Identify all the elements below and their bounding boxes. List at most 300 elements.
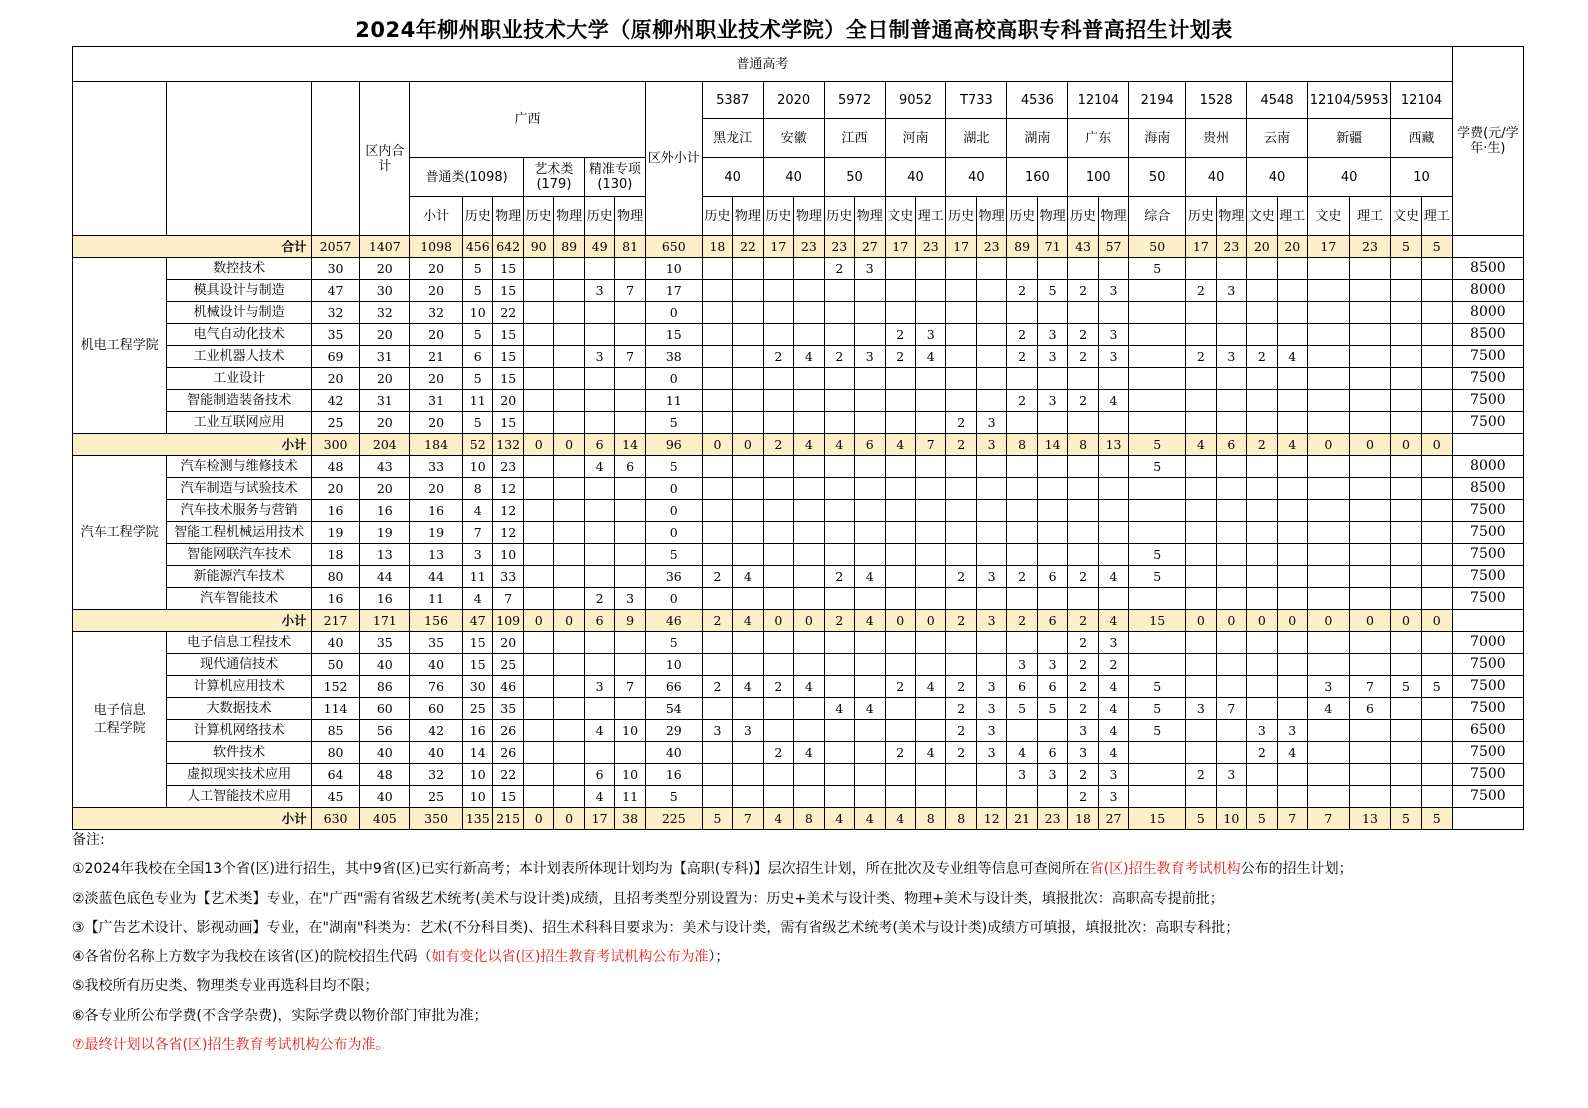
value-cell: [794, 368, 824, 390]
value-cell: 69: [311, 346, 360, 368]
value-cell: [1216, 654, 1246, 676]
value-cell: 5: [1421, 236, 1452, 258]
value-cell: 32: [410, 764, 463, 786]
value-cell: 60: [360, 698, 410, 720]
value-cell: 4: [763, 808, 793, 830]
value-cell: [885, 368, 915, 390]
value-cell: [1068, 588, 1098, 610]
value-cell: [1129, 654, 1186, 676]
value-cell: [1391, 588, 1421, 610]
value-cell: 16: [311, 588, 360, 610]
value-cell: [1421, 588, 1452, 610]
value-cell: 2: [1068, 676, 1098, 698]
value-cell: 7: [615, 280, 645, 302]
value-cell: [1308, 588, 1350, 610]
value-cell: 46: [493, 676, 523, 698]
value-cell: 2: [763, 346, 793, 368]
value-cell: 0: [523, 434, 553, 456]
value-cell: 4: [915, 676, 945, 698]
subject-header: 历史: [763, 197, 793, 236]
value-cell: 300: [311, 434, 360, 456]
value-cell: 26: [493, 742, 523, 764]
fee-value: 7500: [1452, 522, 1523, 544]
province-name: 云南: [1247, 119, 1308, 158]
table-row: [73, 412, 1524, 434]
value-cell: 6: [1037, 610, 1067, 632]
value-cell: [523, 258, 553, 280]
value-cell: 6: [584, 764, 614, 786]
value-cell: 7: [733, 808, 763, 830]
note-7: ⑦最终计划以各省(区)招生教育考试机构公布为准。: [72, 1037, 390, 1054]
value-cell: [1098, 456, 1128, 478]
value-cell: [1349, 324, 1391, 346]
value-cell: [1391, 522, 1421, 544]
table-row: [73, 720, 1524, 742]
value-cell: 10: [1216, 808, 1246, 830]
table-row: [73, 456, 1524, 478]
value-cell: 3: [1007, 764, 1037, 786]
value-cell: [1421, 632, 1452, 654]
fee-cell: [1452, 236, 1523, 258]
value-cell: 6: [1037, 742, 1067, 764]
value-cell: [1277, 500, 1307, 522]
value-cell: [702, 302, 732, 324]
value-cell: 4: [1098, 676, 1128, 698]
value-cell: [1308, 742, 1350, 764]
value-cell: 29: [645, 720, 702, 742]
value-cell: [855, 764, 885, 786]
value-cell: [1308, 544, 1350, 566]
value-cell: 2: [1068, 324, 1098, 346]
value-cell: [615, 742, 645, 764]
value-cell: 0: [1247, 610, 1277, 632]
value-cell: 0: [763, 610, 793, 632]
value-cell: [523, 368, 553, 390]
value-cell: 3: [733, 720, 763, 742]
note-4-text: ④各省份名称上方数字为我校在该省(区)的院校招生代码（: [72, 949, 432, 966]
value-cell: 57: [1098, 236, 1128, 258]
value-cell: [1186, 302, 1216, 324]
value-cell: 12: [493, 522, 523, 544]
value-cell: 5: [1391, 808, 1421, 830]
value-cell: [1349, 720, 1391, 742]
value-cell: [855, 720, 885, 742]
value-cell: [1216, 412, 1246, 434]
subject-header: 历史: [1007, 197, 1037, 236]
note-2: ②淡蓝色底色专业为【艺术类】专业，在"广西"需有省级艺术统考(美术与设计类)成绩，且招考类型分别设置为：历史+美术与设计类、物理+美术与设计类，填报批次：高职高专提前批；: [72, 890, 1224, 907]
value-cell: 71: [1037, 236, 1067, 258]
value-cell: 4: [1098, 742, 1128, 764]
value-cell: 19: [410, 522, 463, 544]
value-cell: 8: [1007, 434, 1037, 456]
value-cell: [1308, 302, 1350, 324]
subject-header: 历史: [702, 197, 732, 236]
value-cell: [584, 500, 614, 522]
value-cell: [1216, 390, 1246, 412]
value-cell: 0: [645, 368, 702, 390]
value-cell: [615, 368, 645, 390]
value-cell: [855, 302, 885, 324]
value-cell: [554, 302, 584, 324]
value-cell: [976, 522, 1006, 544]
value-cell: [733, 368, 763, 390]
major-name: 虚拟现实技术应用: [167, 764, 311, 786]
subject-header: 物理: [554, 197, 584, 236]
value-cell: 40: [645, 742, 702, 764]
note-1: [72, 855, 1532, 884]
value-cell: [584, 324, 614, 346]
fee-value: 8500: [1452, 324, 1523, 346]
college-name: [73, 632, 167, 808]
value-cell: 4: [794, 742, 824, 764]
major-name: 计算机应用技术: [167, 676, 311, 698]
value-cell: 30: [311, 258, 360, 280]
value-cell: 36: [645, 566, 702, 588]
value-cell: [1277, 412, 1307, 434]
value-cell: 2: [1068, 346, 1098, 368]
major-name: 汽车检测与维修技术: [167, 456, 311, 478]
value-cell: [733, 654, 763, 676]
quwai-subtotal-header: 区外小计: [645, 82, 702, 236]
value-cell: 25: [463, 698, 493, 720]
value-cell: 156: [410, 610, 463, 632]
value-cell: [946, 500, 976, 522]
value-cell: [1277, 324, 1307, 346]
table-row: [73, 302, 1524, 324]
major-name: 汽车技术服务与营销: [167, 500, 311, 522]
value-cell: [1007, 478, 1037, 500]
value-cell: 20: [410, 412, 463, 434]
subject-header: 物理: [855, 197, 885, 236]
value-cell: [1277, 302, 1307, 324]
value-cell: 5: [1421, 808, 1452, 830]
value-cell: [885, 764, 915, 786]
value-cell: [855, 280, 885, 302]
value-cell: [855, 324, 885, 346]
value-cell: 54: [645, 698, 702, 720]
subject-header: 物理: [1216, 197, 1246, 236]
major-name: 智能工程机械运用技术: [167, 522, 311, 544]
value-cell: [763, 258, 793, 280]
row-label: 合计: [73, 236, 312, 258]
value-cell: [855, 676, 885, 698]
value-cell: 0: [1421, 434, 1452, 456]
value-cell: [1277, 368, 1307, 390]
value-cell: [1421, 390, 1452, 412]
value-cell: [523, 654, 553, 676]
value-cell: 2: [885, 346, 915, 368]
value-cell: 11: [645, 390, 702, 412]
value-cell: 0: [645, 588, 702, 610]
value-cell: 22: [733, 236, 763, 258]
value-cell: 4: [855, 698, 885, 720]
fee-cell: [1452, 434, 1523, 456]
value-cell: 217: [311, 610, 360, 632]
value-cell: 2: [702, 676, 732, 698]
value-cell: [1308, 346, 1350, 368]
value-cell: 4: [824, 698, 854, 720]
fee-value: 8000: [1452, 456, 1523, 478]
value-cell: 89: [554, 236, 584, 258]
value-cell: 5: [1247, 808, 1277, 830]
value-cell: 3: [702, 720, 732, 742]
value-cell: 2: [1007, 390, 1037, 412]
value-cell: [523, 566, 553, 588]
value-cell: [915, 478, 945, 500]
value-cell: [1421, 324, 1452, 346]
major-name: 模具设计与制造: [167, 280, 311, 302]
value-cell: [1349, 544, 1391, 566]
value-cell: [946, 478, 976, 500]
value-cell: [1186, 412, 1216, 434]
value-cell: 15: [493, 258, 523, 280]
value-cell: 7: [615, 346, 645, 368]
value-cell: [733, 280, 763, 302]
value-cell: [763, 390, 793, 412]
value-cell: [763, 588, 793, 610]
value-cell: 6: [855, 434, 885, 456]
value-cell: 7: [1349, 676, 1391, 698]
value-cell: [915, 544, 945, 566]
value-cell: [794, 698, 824, 720]
value-cell: [1216, 566, 1246, 588]
value-cell: 171: [360, 610, 410, 632]
value-cell: 23: [1037, 808, 1067, 830]
value-cell: [1216, 500, 1246, 522]
table-row: [73, 390, 1524, 412]
province-code: 12104/5953: [1308, 82, 1391, 119]
fee-value: 7500: [1452, 566, 1523, 588]
value-cell: [523, 742, 553, 764]
value-cell: [824, 302, 854, 324]
value-cell: [1186, 390, 1216, 412]
value-cell: 25: [311, 412, 360, 434]
value-cell: [1391, 302, 1421, 324]
value-cell: [763, 654, 793, 676]
subject-header: 文史: [885, 197, 915, 236]
value-cell: [855, 390, 885, 412]
value-cell: 5: [645, 412, 702, 434]
value-cell: 52: [463, 434, 493, 456]
value-cell: [915, 786, 945, 808]
value-cell: [1277, 456, 1307, 478]
value-cell: 5: [702, 808, 732, 830]
value-cell: [1391, 368, 1421, 390]
value-cell: [855, 654, 885, 676]
value-cell: [1349, 786, 1391, 808]
value-cell: [885, 786, 915, 808]
value-cell: [1308, 632, 1350, 654]
value-cell: [1129, 632, 1186, 654]
value-cell: [885, 500, 915, 522]
value-cell: 0: [915, 610, 945, 632]
value-cell: [702, 346, 732, 368]
value-cell: [1007, 258, 1037, 280]
value-cell: 5: [1421, 676, 1452, 698]
value-cell: [946, 302, 976, 324]
value-cell: [702, 368, 732, 390]
value-cell: [1216, 786, 1246, 808]
major-name: 软件技术: [167, 742, 311, 764]
value-cell: [702, 786, 732, 808]
fee-value: 8000: [1452, 280, 1523, 302]
value-cell: [976, 544, 1006, 566]
province-name: 湖南: [1007, 119, 1068, 158]
value-cell: [733, 324, 763, 346]
value-cell: [1007, 632, 1037, 654]
value-cell: [824, 522, 854, 544]
province-name: 新疆: [1308, 119, 1391, 158]
value-cell: [523, 764, 553, 786]
value-cell: 30: [360, 280, 410, 302]
value-cell: 4: [463, 588, 493, 610]
fee-value: 7500: [1452, 786, 1523, 808]
value-cell: 16: [410, 500, 463, 522]
value-cell: 3: [1037, 764, 1067, 786]
value-cell: [584, 698, 614, 720]
value-cell: [1247, 698, 1277, 720]
value-cell: 50: [1129, 236, 1186, 258]
value-cell: [976, 478, 1006, 500]
value-cell: [855, 522, 885, 544]
value-cell: [824, 280, 854, 302]
value-cell: [1421, 280, 1452, 302]
value-cell: 15: [1129, 808, 1186, 830]
value-cell: [733, 412, 763, 434]
value-cell: 642: [493, 236, 523, 258]
value-cell: [1277, 786, 1307, 808]
subject-header: 物理: [1098, 197, 1128, 236]
value-cell: 12: [493, 500, 523, 522]
value-cell: 38: [645, 346, 702, 368]
value-cell: 4: [1098, 720, 1128, 742]
value-cell: 16: [360, 588, 410, 610]
value-cell: 7: [1216, 698, 1246, 720]
value-cell: [915, 302, 945, 324]
value-cell: [976, 302, 1006, 324]
major-name: 人工智能技术应用: [167, 786, 311, 808]
value-cell: [1349, 566, 1391, 588]
xiaoji-header: 小计: [410, 197, 463, 236]
value-cell: [1007, 786, 1037, 808]
value-cell: [1247, 368, 1277, 390]
value-cell: 16: [645, 764, 702, 786]
value-cell: [946, 654, 976, 676]
value-cell: [1129, 368, 1186, 390]
value-cell: [702, 500, 732, 522]
table-row: [73, 368, 1524, 390]
value-cell: [946, 324, 976, 346]
major-name: 新能源汽车技术: [167, 566, 311, 588]
value-cell: 0: [1391, 610, 1421, 632]
province-quota: 50: [1129, 158, 1186, 197]
value-cell: [794, 588, 824, 610]
value-cell: [1391, 764, 1421, 786]
value-cell: [733, 786, 763, 808]
value-cell: [1349, 478, 1391, 500]
value-cell: [1129, 588, 1186, 610]
fee-value: 7500: [1452, 676, 1523, 698]
value-cell: [976, 632, 1006, 654]
value-cell: 47: [463, 610, 493, 632]
value-cell: 3: [976, 434, 1006, 456]
value-cell: 23: [915, 236, 945, 258]
value-cell: [733, 456, 763, 478]
value-cell: [824, 786, 854, 808]
value-cell: 2: [763, 434, 793, 456]
value-cell: [733, 478, 763, 500]
value-cell: [824, 324, 854, 346]
table-row: [73, 478, 1524, 500]
province-quota: 40: [1247, 158, 1308, 197]
value-cell: 4: [1277, 346, 1307, 368]
value-cell: 7: [615, 676, 645, 698]
value-cell: 4: [1308, 698, 1350, 720]
value-cell: [976, 764, 1006, 786]
value-cell: [1277, 478, 1307, 500]
value-cell: [1007, 500, 1037, 522]
table-row: [73, 566, 1524, 588]
value-cell: 27: [855, 236, 885, 258]
subject-header: 历史: [1068, 197, 1098, 236]
note-1-text: ①2024年我校在全国13个省(区)进行招生，其中9省(区)已实行新高考；本计划表所体现计划均为【高职(专科)】层次招生计划，所在批次及专业组等信息可查阅所在: [72, 861, 1090, 878]
fee-value: 7500: [1452, 500, 1523, 522]
fee-value: 8000: [1452, 302, 1523, 324]
value-cell: 17: [946, 236, 976, 258]
value-cell: [615, 324, 645, 346]
value-cell: [1349, 654, 1391, 676]
value-cell: [554, 676, 584, 698]
value-cell: [523, 632, 553, 654]
value-cell: [1216, 456, 1246, 478]
value-cell: 12: [976, 808, 1006, 830]
value-cell: 2: [824, 610, 854, 632]
value-cell: 3: [1247, 720, 1277, 742]
value-cell: 42: [311, 390, 360, 412]
value-cell: [1421, 654, 1452, 676]
value-cell: [855, 478, 885, 500]
value-cell: 2: [763, 676, 793, 698]
value-cell: [523, 302, 553, 324]
value-cell: [1186, 632, 1216, 654]
value-cell: 2057: [311, 236, 360, 258]
value-cell: 2: [1247, 434, 1277, 456]
value-cell: [733, 346, 763, 368]
value-cell: 215: [493, 808, 523, 830]
value-cell: 0: [645, 500, 702, 522]
value-cell: [1391, 258, 1421, 280]
value-cell: [1247, 324, 1277, 346]
value-cell: [1037, 368, 1067, 390]
value-cell: [1277, 522, 1307, 544]
value-cell: [763, 566, 793, 588]
value-cell: [794, 654, 824, 676]
value-cell: [763, 456, 793, 478]
value-cell: [763, 368, 793, 390]
fee-value: 6500: [1452, 720, 1523, 742]
value-cell: 8: [794, 808, 824, 830]
value-cell: 4: [794, 346, 824, 368]
value-cell: [1186, 544, 1216, 566]
note-6: ⑥各专业所公布学费(不含学杂费)，实际学费以物价部门审批为准；: [72, 1007, 488, 1024]
value-cell: 45: [311, 786, 360, 808]
value-cell: [584, 742, 614, 764]
value-cell: [976, 500, 1006, 522]
value-cell: [1216, 302, 1246, 324]
value-cell: 11: [615, 786, 645, 808]
value-cell: 0: [1421, 610, 1452, 632]
value-cell: 3: [1037, 390, 1067, 412]
